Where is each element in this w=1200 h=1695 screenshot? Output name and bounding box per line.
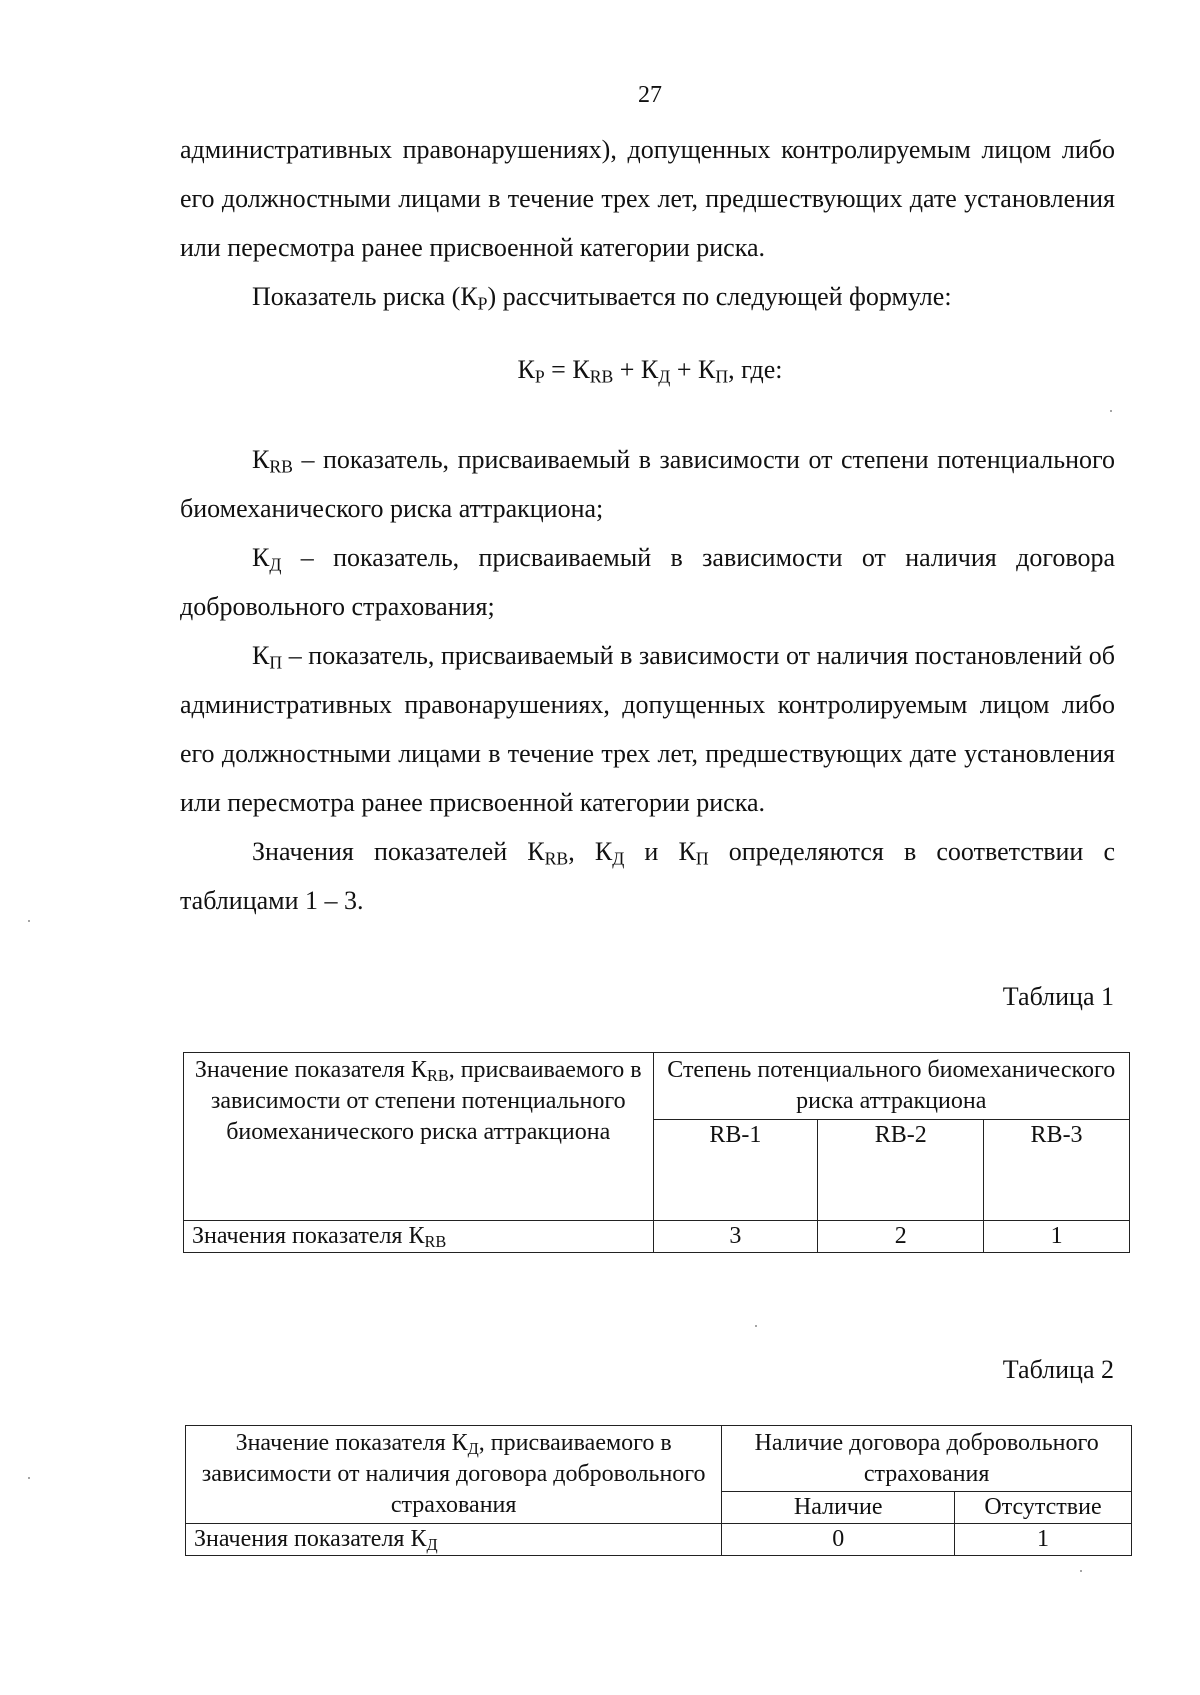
paragraph-continuation: административных правонарушениях), допущенных контролируемым лицом либо его должностными лицами в течение трех лет, предшествующих дате установления или пересмотра ранее присвоенной категории риска. <box>180 135 1115 262</box>
table1-value-rb3: 1 <box>984 1221 1130 1253</box>
paragraph-values-reference: Значения показателей $К_{RB}$, $К_Д$ и $К_П$ определяются в соответствии с таблицами 1 – 3. <box>180 837 1115 915</box>
table1-value-rb2: 2 <box>818 1221 984 1253</box>
table1-row-label: Значения показателя $К_{RB}$ <box>184 1221 654 1253</box>
table2-value-absence: 1 <box>955 1524 1132 1556</box>
table1-header-row <box>184 1053 1130 1120</box>
scan-speck <box>1110 410 1112 412</box>
table1-col-rb2: RB-2 <box>818 1120 984 1221</box>
definition-kd: $К_Д$ – показатель, присваиваемый в зависимости от наличия договора добровольного страхования; <box>180 543 1115 621</box>
body-text-top <box>180 125 1115 321</box>
table2-value-presence: 0 <box>722 1524 955 1556</box>
table2-caption: Таблица 2 <box>1002 1355 1114 1384</box>
scan-speck <box>28 920 30 922</box>
scan-speck <box>1080 1570 1082 1572</box>
table1-header-left: Значение показателя $К_{RB}$, присваиваемого в зависимости от степени потенциального биомеханического риска аттракциона <box>184 1053 654 1221</box>
table1-value-row <box>184 1221 1130 1253</box>
table2-value-row <box>186 1524 1132 1556</box>
table1-col-rb3: RB-3 <box>984 1120 1130 1221</box>
table2-header-right: Наличие договора добровольного страхования <box>722 1426 1132 1492</box>
table1 <box>183 1052 1130 1253</box>
scan-speck <box>755 1325 757 1327</box>
table2 <box>185 1425 1132 1556</box>
table2-col-presence: Наличие <box>722 1492 955 1524</box>
paragraph-risk-formula-intro: Показатель риска $(К_Р)$ рассчитывается по следующей формуле: <box>252 282 952 314</box>
definition-kp: $К_П$ – показатель, присваиваемый в зависимости от наличия постановлений об административных правонарушениях, допущенных контролируемым лицом либо его должностными лицами в течение трех лет, предшествующих дате установления или пересмотра ранее присвоенной категории риска. <box>180 641 1115 817</box>
table2-row-label: Значения показателя $К_Д$ <box>186 1524 722 1556</box>
table1-caption: Таблица 1 <box>1002 982 1114 1011</box>
table2-header-row <box>186 1426 1132 1492</box>
table2-col-absence: Отсутствие <box>955 1492 1132 1524</box>
table1-header-right: Степень потенциального биомеханического риска аттракциона <box>653 1053 1130 1120</box>
definition-krb: $К_{RB}$ – показатель, присваиваемый в зависимости от степени потенциального биомеханического риска аттракциона; <box>180 445 1115 523</box>
page-number: 27 <box>638 82 662 108</box>
table1-value-rb1: 3 <box>653 1221 818 1253</box>
scan-speck <box>28 1477 30 1479</box>
table2-header-left: Значение показателя $К_Д$, присваиваемого в зависимости от наличия договора добровольного страхования <box>186 1426 722 1524</box>
table1-col-rb1: RB-1 <box>653 1120 818 1221</box>
body-text-definitions <box>180 435 1115 925</box>
risk-formula: $К_Р = К_{RB} + К_Д + К_П$, где: <box>517 355 783 387</box>
